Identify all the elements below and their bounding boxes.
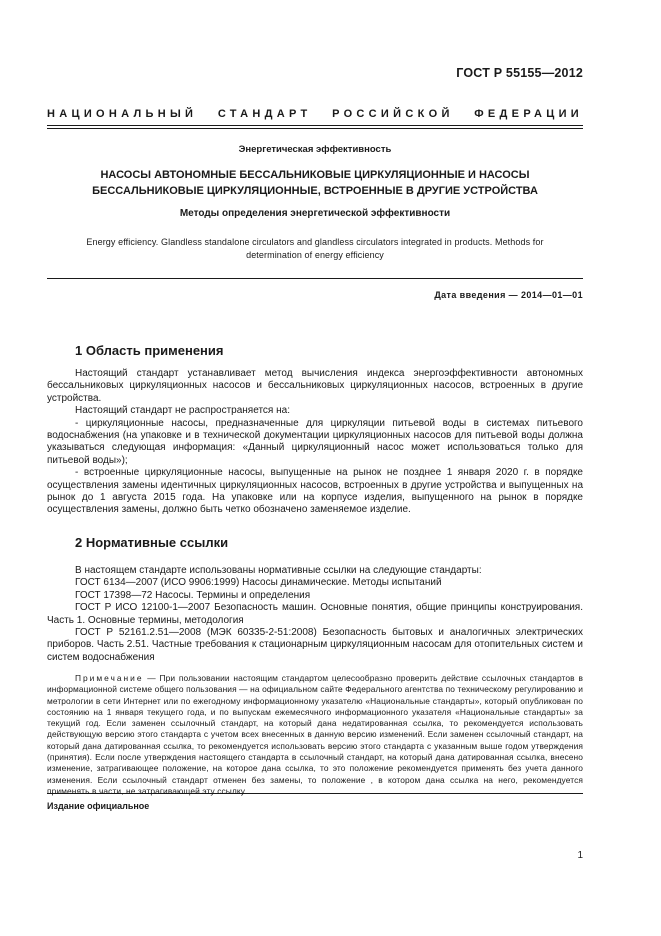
english-title-line: determination of energy efficiency <box>246 250 384 260</box>
section-1-heading: 1 Область применения <box>75 343 224 358</box>
national-standard-banner <box>47 108 583 120</box>
note-label: Примечание <box>75 673 144 683</box>
document-title <box>47 167 583 199</box>
banner-word: НАЦИОНАЛЬНЫЙ <box>47 108 198 120</box>
paragraph: Настоящий стандарт не распространяется на: <box>75 405 290 417</box>
introduction-date: Дата введения — 2014—01—01 <box>434 290 583 300</box>
paragraph: - встроенные циркуляционные насосы, выпущенные на рынок не позднее 1 января 2020 г. в порядке осуществления замены идентичных циркуляционных насосов, встроенных в другие устройства и выпущенных на рынок до 1 августа 2015 года. На упаковке или на корпусе изделия, выпущенного на рынок в порядке осуществления замены, должно быть четко обозначено заменяемое изделие. <box>47 467 583 516</box>
official-edition-label: Издание официальное <box>47 801 150 811</box>
banner-rule-bottom <box>47 128 583 129</box>
paragraph: В настоящем стандарте использованы нормативные ссылки на следующие стандарты: <box>75 565 482 576</box>
document-subtitle: Методы определения энергетической эффективности <box>179 208 451 219</box>
references-note <box>47 673 583 797</box>
document-subject: Энергетическая эффективность <box>238 144 392 155</box>
reference-item: ГОСТ Р 52161.2.51—2008 (МЭК 60335-2-51:2008) Безопасность бытовых и аналогичных электрических приборов. Часть 2.51. Частные требования к стационарным циркуляционным насосам для отопительных систем и систем водоснабжения <box>47 627 583 663</box>
note-text: — При пользовании настоящим стандартом целесообразно проверить действие ссылочных стандартов в информационной системе общего пользования — на официальном сайте Федерального агентства по техническому регулированию и метрологии в сети Интернет или по ежегодному информационному указателю «Национальные стандарты», который опубликован по состоянию на 1 января текущего года, и по выпускам ежемесячного информационного указателя «Национальные стандарты» за текущий год. Если заменен ссылочный стандарт, на который дана недатированная ссылка, то рекомендуется использовать действующую версию этого стандарта с учетом всех внесенных в данную версию изменений. Если заменен ссылочный стандарт, на который дана датированная ссылка, то рекомендуется использовать версию этого стандарта с указанным выше годом утверждения (принятия). Если после утверждения настоящего стандарта в ссылочный стандарт, на который дана датированная ссылка, внесено изменение, затрагивающее положение, на которое дана ссылка, то это положение рекомендуется применять без учета данного изменения. Если ссылочный стандарт отменен без замены, то положение , в котором дана ссылка на него, рекомендуется применять в части, не затрагивающей эту ссылку. <box>47 673 583 796</box>
paragraph: Настоящий стандарт устанавливает метод вычисления индекса энергоэффективности автономных бессальниковых циркуляционных насосов и бессальниковых циркуляционных насосов, встроенных в другие устройства. <box>47 368 583 404</box>
section-2-body <box>47 565 583 664</box>
footer-rule <box>47 793 583 794</box>
banner-word: РОССИЙСКОЙ <box>332 108 454 120</box>
title-line: БЕССАЛЬНИКОВЫЕ ЦИРКУЛЯЦИОННЫЕ, ВСТРОЕННЫЕ В ДРУГИЕ УСТРОЙСТВА <box>92 185 538 197</box>
section-2-heading: 2 Нормативные ссылки <box>75 535 229 550</box>
paragraph: - циркуляционные насосы, предназначенные для циркуляции питьевой воды в системах питьевого водоснабжения (на упаковке и в технической документации циркуляционных насосов для питьевой воды должна указываться следующая информация: «Данный циркуляционный насос может использоваться только для питьевой воды»); <box>47 417 583 466</box>
reference-item: ГОСТ 17398—72 Насосы. Термины и определения <box>75 589 311 601</box>
page-number: 1 <box>577 850 583 861</box>
reference-item: ГОСТ 6134—2007 (ИСО 9906:1999) Насосы динамические. Методы испытаний <box>75 577 442 589</box>
document-number: ГОСТ Р 55155—2012 <box>456 66 583 80</box>
title-line: НАСОСЫ АВТОНОМНЫЕ БЕССАЛЬНИКОВЫЕ ЦИРКУЛЯЦИОННЫЕ И НАСОСЫ <box>100 169 530 181</box>
date-rule <box>47 278 583 279</box>
english-title <box>55 236 575 262</box>
section-1-body <box>47 368 583 517</box>
banner-word: ФЕДЕРАЦИИ <box>474 108 583 120</box>
english-title-line: Energy efficiency. Glandless standalone circulators and glandless circulators integrated in products. Methods for <box>86 237 544 247</box>
reference-item: ГОСТ Р ИСО 12100-1—2007 Безопасность машин. Основные понятия, общие принципы конструирования. Часть 1. Основные термины, методология <box>47 602 583 626</box>
banner-rule-top <box>47 125 583 126</box>
banner-word: СТАНДАРТ <box>217 108 312 120</box>
